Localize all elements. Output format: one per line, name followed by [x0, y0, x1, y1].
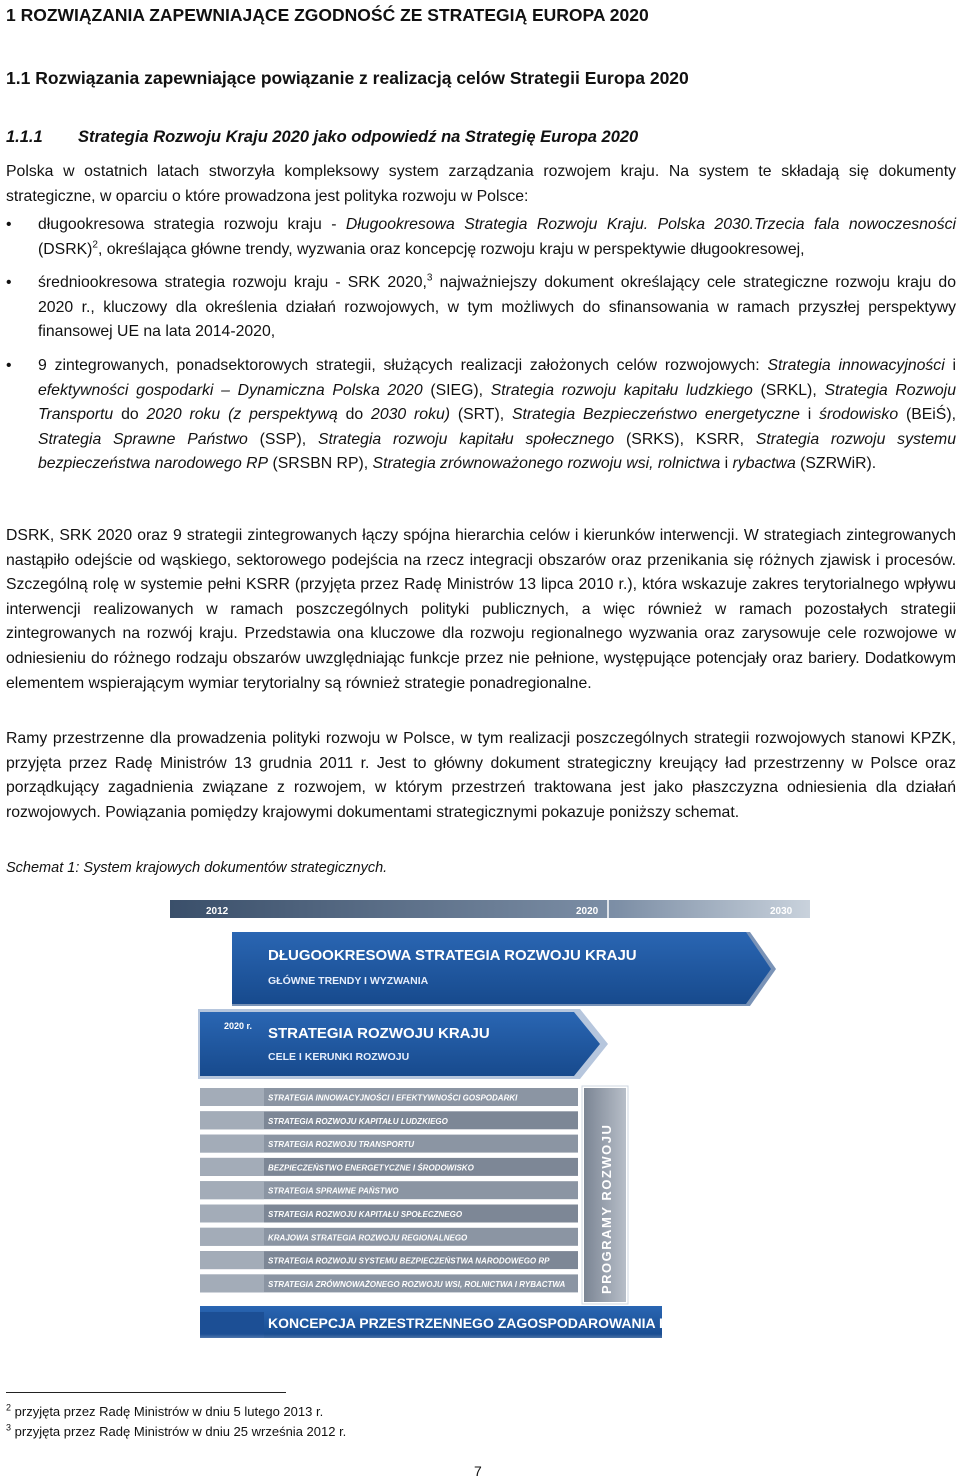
footnote-number: 2: [6, 1402, 12, 1413]
bullet-italic: Długookresowa Strategia Rozwoju Kraju. Polska 2030.Trzecia fala nowoczesności: [345, 216, 957, 233]
heading3-number: 1.1.1: [6, 128, 43, 146]
bullet-italic: Strategia rozwoju systemu bezpieczeństwa narodowego RP: [38, 430, 956, 473]
bullet-text: do: [337, 406, 372, 424]
srk-year-label: 2020 r.: [224, 1021, 253, 1031]
timeline-year-2020: 2020: [576, 906, 599, 917]
bullet-icon: •: [6, 274, 12, 292]
figure-caption: Schemat 1: System krajowych dokumentów strategicznych.: [6, 860, 388, 876]
bullet-italic: Strategia rozwoju kapitału społecznego: [317, 430, 615, 448]
bullet-text: (DSRK): [38, 240, 93, 258]
bullet-italic: 2020 roku (z perspektywą: [146, 406, 338, 424]
dsrk-arrow: [232, 932, 771, 1004]
bullet-text: (BEiŚ),: [898, 406, 956, 424]
bullet-italic: efektywności gospodarki – Dynamiczna Polska 2020: [38, 381, 423, 399]
strategy-bullet-list: [6, 213, 956, 486]
strategy-bar-tab: [200, 1228, 264, 1246]
strategy-bar-label: BEZPIECZEŃSTWO ENERGETYCZNE I ŚRODOWISKO: [268, 1163, 474, 1173]
bullet-icon: •: [6, 216, 12, 233]
footnote-ref: 3: [426, 272, 433, 284]
footnote-text: przyjęta przez Radę Ministrów w dniu 25 września 2012 r.: [14, 1424, 347, 1439]
timeline-bar: [170, 900, 810, 918]
bullet-text: , określająca główne trendy, wyzwania oraz koncepcję rozwoju kraju w perspektywie długookresowej,: [97, 240, 805, 258]
bullet-italic: Strategia innowacyjności: [767, 356, 945, 374]
srk-title: STRATEGIA ROZWOJU KRAJU: [268, 1025, 490, 1042]
footnote-ref: 2: [92, 239, 98, 251]
bullet-text: i: [944, 356, 957, 374]
footnote-number: 3: [6, 1422, 12, 1433]
bullet-text: najważniejszy dokument określający cele strategiczne rozwoju kraju do 2020 r., kluczowy dla określenia działań rozwojowych, w tym możliwych do sfinansowania w ramach przyszłej perspektywy finansowej UE na lata 2014-2020,: [38, 274, 956, 341]
bullet-italic: środowisko: [819, 406, 899, 424]
srk-arrow: [200, 1012, 600, 1076]
strategy-bar-tab: [200, 1274, 264, 1292]
footnote-2: [6, 1404, 323, 1419]
heading-level2: 1.1 Rozwiązania zapewniające powiązanie z realizacją celów Strategii Europa 2020: [6, 68, 689, 88]
bullet-text: średniookresowa strategia rozwoju kraju - SRK 2020,: [38, 274, 427, 292]
heading-level3: [6, 128, 638, 147]
bullet-text: do: [113, 406, 147, 424]
strategy-bar-tab: [200, 1205, 264, 1223]
bullet-icon: •: [6, 356, 12, 374]
kpzk-title: KONCEPCJA PRZESTRZENNEGO ZAGOSPODAROWANIA KRAJU: [268, 1315, 708, 1331]
bullet-italic: Strategia Sprawne Państwo: [38, 430, 248, 448]
page-number: 7: [474, 1463, 482, 1479]
bullet-text: (SRKS), KSRR,: [614, 430, 756, 448]
programs-label: PROGRAMY ROZWOJU: [599, 1123, 614, 1294]
diagram-fade: [170, 1334, 810, 1352]
strategy-bar-tab: [200, 1158, 264, 1176]
strategy-bar-tab: [200, 1135, 264, 1153]
paragraph-kpzk: Ramy przestrzenne dla prowadzenia polityki rozwoju w Polsce, w tym realizacji poszczególnych strategii rozwojowych stanowi KPZK, przyjęta przez Radę Ministrów 13 grudnia 2011 r. Jest to główny dokument strategiczny kreujący ład przestrzenny w Polsce oraz porządkujący zagadnienia związane z rozwojem, w którym przestrzeń traktowana jest jako płaszczyzna odniesienia dla działań rozwojowych. Powiązania pomiędzy krajowymi dokumentami strategicznymi pokazuje poniższy schemat.: [6, 730, 956, 821]
timeline-year-start: 2012: [206, 906, 229, 917]
bullet-italic: Strategia Bezpieczeństwo energetyczne: [511, 406, 800, 424]
bullet-text: długookresowa strategia rozwoju kraju -: [38, 216, 346, 233]
footnote-3: [6, 1424, 346, 1439]
bullet-text: (SRT),: [450, 406, 512, 424]
bullet-text: (SRKL),: [752, 381, 825, 399]
bullet-text: 9 zintegrowanych, ponadsektorowych strategii, służących realizacji założonych celów rozwojowych:: [38, 356, 768, 374]
bullet-italic: Strategia rozwoju kapitału ludzkiego: [490, 381, 753, 399]
heading-level1: 1 ROZWIĄZANIA ZAPEWNIAJĄCE ZGODNOŚĆ ZE STRATEGIĄ EUROPA 2020: [6, 5, 649, 25]
bullet-text: (SRSBN RP),: [268, 455, 373, 473]
strategy-bar-label: STRATEGIA SPRAWNE PAŃSTWO: [268, 1186, 399, 1196]
heading3-title: Strategia Rozwoju Kraju 2020 jako odpowiedź na Strategię Europa 2020: [78, 128, 639, 146]
paragraph-system: DSRK, SRK 2020 oraz 9 strategii zintegrowanych łączy spójna hierarchia celów i kierunków interwencji. W strategiach zintegrowanych nastąpiło odejście od wąskiego, sektorowego podejścia na rzecz integracji obszarów oraz przenikania się różnych zjawisk i procesów. Szczególną rolę w systemie pełni KSRR (przyjęta przez Radę Ministrów 13 lipca 2010 r.), która wskazuje zakres terytorialnego wpływu interwencji realizowanych w ramach poszczególnych polityki publicznych, a więc również w ramach pozostałych strategii zintegrowanych na rozwój kraju. Przedstawia ona kluczowe dla rozwoju regionalnego wyzwania oraz zarysowuje cele rozwojowe w odniesieniu do różnego rodzaju obszarów uwzględniając funkcje przez nie pełnione, występujące potencjały oraz bariery. Dodatkowym elementem wspierającym wymiar terytorialny są również strategie ponadregionalne.: [6, 527, 956, 692]
bullet-text: i: [720, 455, 733, 473]
strategy-bar-label: STRATEGIA ROZWOJU KAPITAŁU LUDZKIEGO: [268, 1116, 448, 1126]
dsrk-title: DŁUGOOKRESOWA STRATEGIA ROZWOJU KRAJU: [268, 947, 637, 964]
strategy-bar-label: STRATEGIA ROZWOJU SYSTEMU BEZPIECZEŃSTWA NARODOWEGO RP: [268, 1256, 550, 1266]
strategy-bar-label: STRATEGIA ROZWOJU TRANSPORTU: [268, 1140, 415, 1150]
timeline-year-2030: 2030: [770, 906, 793, 917]
footnote-separator: [6, 1392, 286, 1393]
bullet-strategies: [6, 354, 956, 477]
strategy-bar-label: KRAJOWA STRATEGIA ROZWOJU REGIONALNEGO: [268, 1233, 468, 1243]
strategy-system-diagram: [170, 894, 810, 1352]
footnote-text: przyjęta przez Radę Ministrów w dniu 5 lutego 2013 r.: [14, 1404, 324, 1419]
bullet-text: (SSP),: [247, 430, 318, 448]
strategy-bar-tab: [200, 1251, 264, 1269]
bullet-italic: rybactwa: [732, 455, 796, 473]
bullet-text: (SZRWiR).: [795, 455, 877, 473]
bullet-italic: Strategia Rozwoju Transportu: [38, 381, 956, 424]
strategy-bar-label: STRATEGIA ZRÓWNOWAŻONEGO ROZWOJU WSI, ROLNICTWA I RYBACTWA: [268, 1279, 566, 1289]
strategy-bar-tab: [200, 1181, 264, 1199]
dsrk-subtitle: GŁÓWNE TRENDY I WYZWANIA: [268, 975, 429, 987]
srk-subtitle: CELE I KERUNKI ROZWOJU: [268, 1051, 410, 1063]
strategy-bar-tab: [200, 1088, 264, 1106]
bullet-dsrk: [6, 213, 956, 262]
strategy-bars: [200, 1088, 578, 1292]
bullet-italic: Strategia zrównoważonego rozwoju wsi, rolnictwa: [372, 455, 721, 473]
paragraph-intro: Polska w ostatnich latach stworzyła kompleksowy system zarządzania rozwojem kraju. Na system te składają się dokumenty strategiczne, w oparciu o które prowadzona jest polityka rozwoju w Polsce:: [6, 163, 956, 205]
bullet-text: i: [799, 406, 820, 424]
strategy-bar-label: STRATEGIA INNOWACYJNOŚCI I EFEKTYWNOŚCI GOSPODARKI: [268, 1093, 518, 1103]
strategy-bar-label: STRATEGIA ROZWOJU KAPITAŁU SPOŁECZNEGO: [268, 1210, 463, 1219]
bullet-text: (SIEG),: [422, 381, 491, 399]
bullet-srk: [6, 271, 956, 345]
strategy-bar-tab: [200, 1111, 264, 1129]
bullet-italic: 2030 roku): [371, 406, 451, 424]
